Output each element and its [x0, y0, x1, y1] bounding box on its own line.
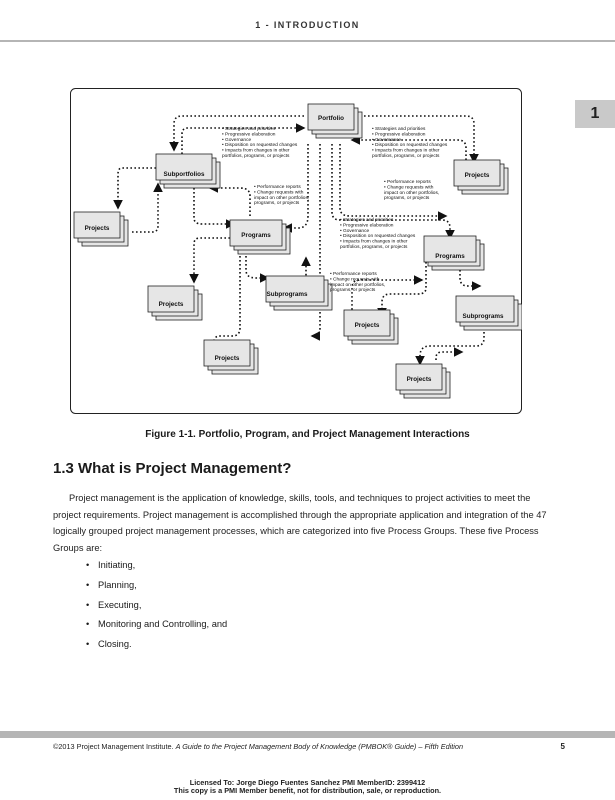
note-line: • Performance reports — [384, 180, 431, 185]
node-subprograms-left — [266, 276, 332, 310]
node-portfolio-label: Portfolio — [318, 115, 344, 122]
node-projects-right-top-label: Projects — [464, 172, 490, 179]
list-item: • Executing, — [86, 596, 227, 616]
note-line: • Governance — [222, 137, 252, 143]
node-programs-left-label: Programs — [241, 232, 271, 239]
note-line: • Impacts from changes in other — [340, 239, 408, 245]
node-projects-bottom-left-label: Projects — [214, 355, 240, 362]
process-group-list — [86, 556, 227, 655]
note-line: impact on other portfolios, — [254, 195, 310, 201]
note-line: • Strategies and priorities — [340, 218, 394, 223]
node-subportfolios — [156, 154, 220, 188]
node-projects-mid-left-label: Projects — [158, 301, 184, 308]
node-projects-bottom-right-label: Projects — [406, 376, 432, 383]
note-line: programs, or projects — [384, 196, 430, 202]
note-line: • Progressive elaboration — [372, 132, 426, 138]
footer-copyright: ©2013 Project Management Institute. — [53, 742, 174, 751]
figure-caption: Figure 1-1. Portfolio, Program, and Project Management Interactions — [145, 429, 470, 440]
note-line: portfolios, programs, or projects — [222, 154, 290, 159]
note-line: • Governance — [340, 228, 370, 234]
note-line: • Disposition on requested changes — [372, 143, 448, 149]
note-line: • Impacts from changes in other — [222, 148, 290, 154]
page-number: 5 — [560, 742, 565, 751]
list-item: • Monitoring and Controlling, and — [86, 615, 227, 635]
page-footer — [53, 742, 565, 751]
note-line: • Governance — [372, 137, 402, 143]
note-line: programs, or projects — [330, 288, 376, 294]
note-line: • Performance reports — [330, 272, 377, 277]
license-line-1: Licensed To: Jorge Diego Fuentes Sanchez PMI MemberID: 2399412 — [189, 778, 426, 787]
footer-book-title: A Guide to the Project Management Body of Knowledge (PMBOK® Guide) – Fifth Edition — [175, 742, 464, 751]
note-line: • Performance reports — [254, 185, 301, 190]
section-title: 1.3 What is Project Management? — [53, 460, 292, 477]
footer-rule — [0, 731, 615, 738]
node-projects-left-label: Projects — [84, 225, 110, 232]
note-line: portfolios, programs, or projects — [372, 154, 440, 159]
note-line: programs, or projects — [254, 201, 300, 207]
chapter-tab: 1 — [575, 100, 615, 128]
list-item: • Closing. — [86, 635, 227, 655]
node-subprograms-right-label: Subprograms — [462, 313, 504, 320]
note-line: • Impacts from changes in other — [372, 148, 440, 154]
node-projects-mid-right-label: Projects — [354, 322, 380, 329]
note-line: • Progressive elaboration — [222, 132, 276, 138]
node-portfolio — [308, 104, 362, 138]
node-subprograms-left-label: Subprograms — [266, 291, 308, 298]
node-projects-left — [74, 212, 128, 246]
running-header: 1 - INTRODUCTION — [255, 20, 360, 30]
list-item: • Initiating, — [86, 556, 227, 576]
header-rule — [0, 40, 615, 42]
note-line: • Disposition on requested changes — [340, 234, 416, 240]
node-subprograms-right — [456, 296, 522, 330]
interaction-diagram — [70, 88, 522, 414]
note-line: • Strategies and priorities — [222, 127, 276, 132]
node-programs-left — [230, 220, 290, 254]
body-paragraph: Project management is the application of knowledge, skills, tools, and techniques to project activities to meet the project requirements. Project management is accomplished through the appropriate application and integration of the 47 logically grouped project management processes, which are categorized into five Process Groups. These five Process Groups are: — [53, 493, 547, 553]
list-item: • Planning, — [86, 576, 227, 596]
node-projects-bottom-right — [396, 364, 450, 398]
node-subportfolios-label: Subportfolios — [163, 171, 205, 178]
node-programs-right — [424, 236, 484, 270]
note-line: • Disposition on requested changes — [222, 143, 298, 149]
note-line: • Strategies and priorities — [372, 127, 426, 132]
note-line: • Change requests with — [330, 277, 380, 283]
license-notice — [0, 779, 615, 795]
note-line: • Progressive elaboration — [340, 223, 394, 229]
note-line: portfolios, programs, or projects — [340, 245, 408, 250]
node-projects-mid-left — [148, 286, 202, 320]
node-projects-right-top — [454, 160, 508, 194]
node-programs-right-label: Programs — [435, 253, 465, 260]
note-line: impact on other portfolios, — [384, 190, 440, 196]
note-line: • Change requests with — [384, 185, 434, 191]
node-projects-mid-right — [344, 310, 398, 344]
license-line-2: This copy is a PMI Member benefit, not for distribution, sale, or reproduction. — [173, 786, 442, 795]
note-line: • Change requests with — [254, 190, 304, 196]
node-projects-bottom-left — [204, 340, 258, 374]
note-line: impact on other portfolios, — [330, 282, 386, 288]
